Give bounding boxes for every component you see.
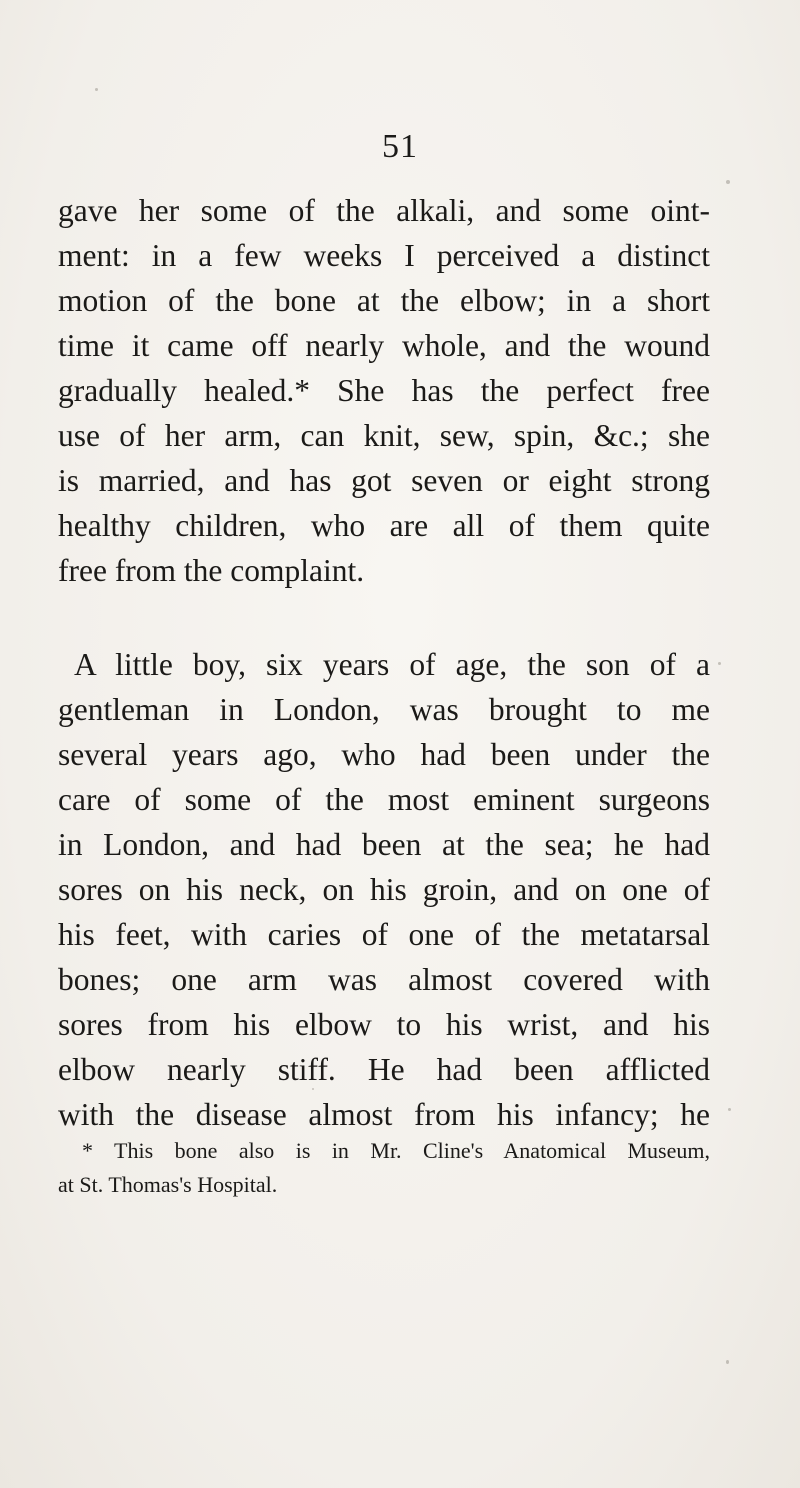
footnote — [58, 1134, 710, 1202]
text-line: healthy children, who are all of them quite — [58, 508, 710, 543]
text-line: bones; one arm was almost covered with — [58, 962, 710, 997]
paragraph-1 — [58, 188, 710, 593]
text-line: in London, and had been at the sea; he had — [58, 827, 710, 862]
text-line: gradually healed.* She has the perfect free — [58, 373, 710, 408]
page-number: 51 — [382, 128, 418, 165]
paper-speck — [726, 1360, 729, 1364]
text-line: his feet, with caries of one of the metatarsal — [58, 917, 710, 952]
paper-speck — [726, 180, 730, 184]
text-line: sores on his neck, on his groin, and on one of — [58, 872, 710, 907]
text-line: A little boy, six years of age, the son of a — [74, 647, 710, 682]
text-line: ment: in a few weeks I perceived a distinct — [58, 238, 710, 273]
text-line: is married, and has got seven or eight strong — [58, 463, 710, 498]
footnote-line: at St. Thomas's Hospital. — [58, 1172, 278, 1197]
text-line: several years ago, who had been under the — [58, 737, 710, 772]
text-line: gentleman in London, was brought to me — [58, 692, 710, 727]
footnote-line: * This bone also is in Mr. Cline's Anatomical Museum, — [82, 1138, 710, 1163]
text-line: gave her some of the alkali, and some oint- — [58, 193, 710, 228]
paper-speck — [312, 1088, 314, 1090]
paper-speck — [718, 662, 721, 665]
text-line: free from the complaint. — [58, 553, 365, 588]
text-line: sores from his elbow to his wrist, and his — [58, 1007, 710, 1042]
text-line: elbow nearly stiff. He had been afflicted — [58, 1052, 710, 1087]
paragraph-2 — [58, 642, 710, 1137]
text-line: motion of the bone at the elbow; in a short — [58, 283, 710, 318]
text-line: use of her arm, can knit, sew, spin, &c.; she — [58, 418, 710, 453]
paper-speck — [95, 88, 98, 91]
paper-speck — [728, 1108, 731, 1111]
text-line: care of some of the most eminent surgeons — [58, 782, 710, 817]
text-line: time it came off nearly whole, and the wound — [58, 328, 710, 363]
text-line: with the disease almost from his infancy; he — [58, 1097, 710, 1132]
